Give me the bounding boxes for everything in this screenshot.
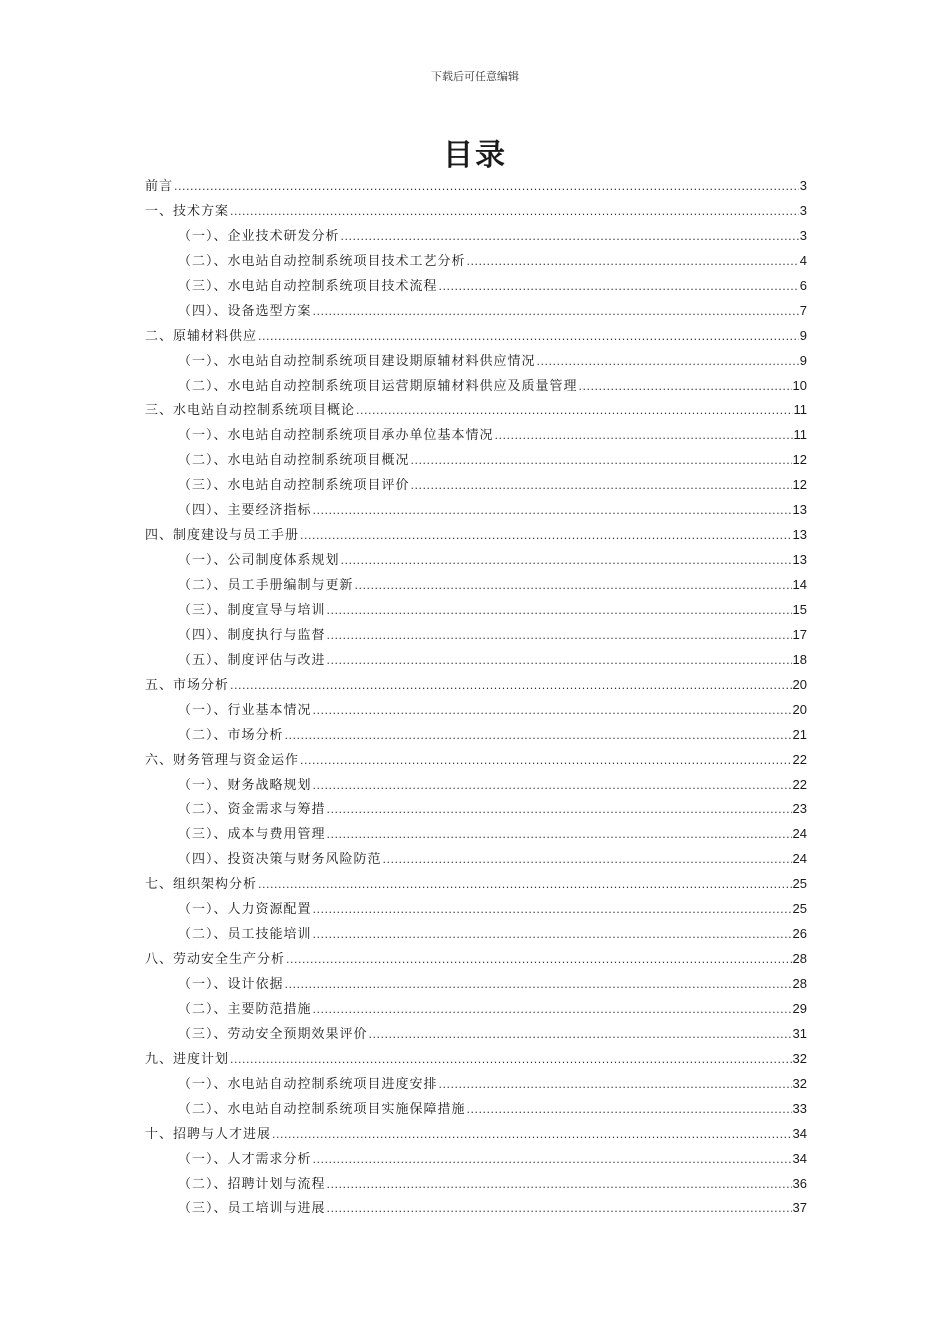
- toc-entry-page: 17: [792, 626, 807, 642]
- toc-entry-page: 28: [792, 976, 807, 991]
- toc-entry-page: 12: [792, 452, 807, 468]
- toc-entry-page: 25: [792, 876, 807, 892]
- toc-entry[interactable]: [145, 449, 807, 474]
- toc-entry[interactable]: [145, 1148, 807, 1173]
- toc-entry[interactable]: [145, 250, 807, 275]
- toc-entry-title: （一）、人力资源配置: [178, 902, 312, 918]
- dot-leader: [327, 802, 792, 817]
- toc-entry-page: 20: [792, 676, 807, 692]
- toc-entry-page: 28: [792, 951, 807, 967]
- toc-entry-page: 24: [792, 851, 807, 867]
- toc-entry[interactable]: [145, 898, 807, 923]
- dot-leader: [356, 403, 792, 418]
- toc-entry-page: 3: [799, 178, 807, 193]
- toc-entry-page: 25: [792, 901, 807, 917]
- toc-entry-title: （四）、主要经济指标: [178, 503, 312, 519]
- toc-entry[interactable]: [145, 674, 807, 699]
- toc-entry[interactable]: [145, 624, 807, 649]
- toc-entry[interactable]: [145, 1048, 807, 1073]
- dot-leader: [300, 753, 792, 768]
- toc-entry-page: 20: [792, 701, 807, 717]
- toc-entry[interactable]: [145, 699, 807, 724]
- header-note: 下载后可任意编辑: [431, 70, 519, 83]
- toc-entry-page: 6: [799, 277, 807, 293]
- toc-entry[interactable]: [145, 749, 807, 774]
- toc-entry[interactable]: [145, 474, 807, 499]
- toc-entry-page: 24: [792, 826, 807, 842]
- toc-entry-page: 4: [799, 252, 807, 268]
- dot-leader: [285, 728, 792, 743]
- toc-entry-title: （一）、水电站自动控制系统项目建设期原辅材料供应情况: [178, 353, 536, 369]
- toc-entry[interactable]: [145, 275, 807, 300]
- toc-entry-title: （四）、设备选型方案: [178, 303, 312, 319]
- toc-entry-page: 36: [792, 1175, 807, 1191]
- dot-leader: [411, 478, 792, 493]
- dot-leader: [537, 354, 799, 369]
- dot-leader: [341, 553, 792, 568]
- toc-entry-page: 18: [792, 651, 807, 667]
- toc-entry-title: （五）、制度评估与改进: [178, 652, 326, 668]
- toc-entry-title: （二）、员工手册编制与更新: [178, 578, 354, 593]
- toc-entry-page: 31: [792, 1025, 807, 1041]
- toc-entry[interactable]: [145, 499, 807, 524]
- toc-entry-title: （二）、水电站自动控制系统项目技术工艺分析: [178, 253, 466, 269]
- toc-entry-page: 21: [792, 726, 807, 742]
- toc-entry-page: 9: [799, 327, 807, 343]
- toc-entry-page: 37: [792, 1200, 807, 1216]
- dot-leader: [230, 204, 799, 219]
- toc-entry[interactable]: [145, 823, 807, 848]
- toc-entry-title: （一）、水电站自动控制系统项目承办单位基本情况: [178, 428, 494, 444]
- toc-entry[interactable]: [145, 1023, 807, 1048]
- toc-entry-title: （三）、制度宣导与培训: [178, 602, 326, 618]
- toc-entry-page: 32: [792, 1075, 807, 1091]
- toc-entry[interactable]: [145, 1197, 807, 1222]
- toc-entry[interactable]: [145, 1098, 807, 1123]
- toc-entry-title: （一）、人才需求分析: [178, 1151, 312, 1167]
- toc-entry-title: （一）、企业技术研发分析: [178, 228, 340, 244]
- dot-leader: [327, 1177, 792, 1192]
- toc-entry[interactable]: [145, 998, 807, 1023]
- toc-entry-title: （一）、设计依据: [178, 977, 284, 992]
- toc-entry-title: 二、原辅材料供应: [145, 328, 258, 344]
- toc-entry-page: 15: [792, 601, 807, 617]
- dot-leader: [327, 653, 792, 668]
- toc-entry-title: （四）、投资决策与财务风险防范: [178, 852, 382, 868]
- toc-entry-title: （二）、员工技能培训: [178, 927, 312, 943]
- toc-entry-title: （三）、劳动安全预期效果评价: [178, 1026, 368, 1042]
- toc-entry-page: 29: [792, 1000, 807, 1016]
- toc-entry-page: 13: [792, 552, 807, 568]
- toc-entry-title: 前言: [145, 179, 174, 194]
- toc-entry-page: 9: [799, 352, 807, 368]
- dot-leader: [313, 927, 792, 942]
- dot-leader: [258, 329, 799, 344]
- dot-leader: [286, 952, 792, 967]
- toc-entry-title: （一）、公司制度体系规划: [178, 553, 340, 569]
- toc-entry[interactable]: [145, 200, 807, 225]
- dot-leader: [327, 827, 792, 842]
- toc-entry[interactable]: [145, 873, 807, 898]
- toc-entry-page: 12: [792, 477, 807, 493]
- dot-leader: [313, 703, 792, 718]
- toc-entry-page: 14: [792, 577, 807, 592]
- toc-entry-page: 11: [793, 402, 807, 418]
- toc-entry-title: （二）、市场分析: [178, 727, 284, 743]
- dot-leader: [383, 852, 792, 867]
- toc-entry-page: 10: [792, 377, 807, 393]
- toc-entry-title: 七、组织架构分析: [145, 877, 258, 893]
- dot-leader: [411, 453, 792, 468]
- toc-entry-title: （二）、水电站自动控制系统项目实施保障措施: [178, 1101, 466, 1117]
- toc-entry[interactable]: [145, 649, 807, 674]
- dot-leader: [467, 254, 799, 269]
- toc-entry-title: 三、水电站自动控制系统项目概论: [145, 403, 356, 419]
- toc-entry-page: 3: [799, 202, 807, 218]
- toc-entry-page: 23: [792, 801, 807, 817]
- toc-entry-title: （三）、水电站自动控制系统项目技术流程: [178, 278, 438, 294]
- toc-entry[interactable]: [145, 948, 807, 973]
- toc-entry-title: 四、制度建设与员工手册: [145, 528, 300, 544]
- toc-entry-title: （二）、水电站自动控制系统项目概况: [178, 453, 410, 469]
- toc-entry-title: （二）、主要防范措施: [178, 1001, 312, 1017]
- toc-entry-page: 33: [792, 1100, 807, 1116]
- toc-entry-title: （一）、财务战略规划: [178, 777, 312, 793]
- dot-leader: [313, 304, 799, 319]
- dot-leader: [355, 578, 792, 593]
- toc-entry-page: 13: [792, 502, 807, 518]
- dot-leader: [313, 1002, 792, 1017]
- dot-leader: [174, 179, 799, 194]
- dot-leader: [230, 678, 792, 693]
- dot-leader: [341, 229, 799, 244]
- dot-leader: [313, 902, 792, 917]
- toc-entry-page: 11: [793, 427, 807, 443]
- toc-entry-title: （三）、成本与费用管理: [178, 827, 326, 843]
- toc-entry[interactable]: [145, 599, 807, 624]
- dot-leader: [369, 1027, 792, 1042]
- toc-entry[interactable]: [145, 1123, 807, 1148]
- table-of-contents: [145, 175, 807, 1222]
- toc-entry-title: （二）、招聘计划与流程: [178, 1176, 326, 1192]
- toc-entry-title: （三）、员工培训与进展: [178, 1201, 326, 1217]
- toc-entry[interactable]: [145, 524, 807, 549]
- toc-entry[interactable]: [145, 848, 807, 873]
- toc-entry-page: 13: [792, 527, 807, 543]
- dot-leader: [327, 603, 792, 618]
- toc-entry[interactable]: [145, 350, 807, 375]
- toc-entry-title: （一）、水电站自动控制系统项目进度安排: [178, 1076, 438, 1092]
- toc-entry[interactable]: [145, 375, 807, 400]
- page-title: 目录: [443, 138, 507, 173]
- dot-leader: [230, 1052, 792, 1067]
- toc-entry-page: 34: [792, 1125, 807, 1141]
- toc-entry-title: 九、进度计划: [145, 1051, 230, 1067]
- dot-leader: [285, 977, 792, 992]
- toc-entry[interactable]: [145, 175, 807, 200]
- toc-entry[interactable]: [145, 574, 807, 599]
- toc-entry[interactable]: [145, 325, 807, 350]
- dot-leader: [272, 1127, 792, 1142]
- toc-entry-page: 34: [792, 1150, 807, 1166]
- toc-entry[interactable]: [145, 973, 807, 998]
- toc-entry-title: 八、劳动安全生产分析: [145, 952, 286, 968]
- toc-entry[interactable]: [145, 774, 807, 799]
- toc-entry-page: 22: [792, 776, 807, 792]
- toc-entry[interactable]: [145, 225, 807, 250]
- toc-entry[interactable]: [145, 798, 807, 823]
- toc-entry-title: （四）、制度执行与监督: [178, 627, 326, 643]
- toc-entry[interactable]: [145, 399, 807, 424]
- toc-entry[interactable]: [145, 724, 807, 749]
- toc-entry[interactable]: [145, 923, 807, 948]
- toc-entry-page: 7: [799, 302, 807, 318]
- dot-leader: [467, 1102, 792, 1117]
- toc-entry-page: 26: [792, 926, 807, 942]
- toc-entry-title: （三）、水电站自动控制系统项目评价: [178, 478, 410, 494]
- dot-leader: [327, 628, 792, 643]
- toc-entry-page: 3: [799, 227, 807, 243]
- toc-entry-page: 32: [792, 1050, 807, 1066]
- dot-leader: [439, 1077, 792, 1092]
- toc-entry-title: （二）、资金需求与筹措: [178, 802, 326, 818]
- toc-entry[interactable]: [145, 424, 807, 449]
- dot-leader: [313, 503, 792, 518]
- toc-entry[interactable]: [145, 549, 807, 574]
- dot-leader: [313, 778, 792, 793]
- toc-entry-page: 22: [792, 751, 807, 767]
- toc-entry[interactable]: [145, 1173, 807, 1198]
- dot-leader: [327, 1201, 792, 1216]
- dot-leader: [579, 379, 792, 394]
- dot-leader: [300, 528, 792, 543]
- dot-leader: [258, 877, 792, 892]
- toc-entry-title: （一）、行业基本情况: [178, 702, 312, 718]
- toc-entry-title: 十、招聘与人才进展: [145, 1126, 272, 1142]
- dot-leader: [313, 1152, 792, 1167]
- toc-entry[interactable]: [145, 300, 807, 325]
- toc-entry-title: 五、市场分析: [145, 677, 230, 693]
- toc-entry[interactable]: [145, 1073, 807, 1098]
- dot-leader: [439, 279, 799, 294]
- toc-entry-title: 一、技术方案: [145, 203, 230, 219]
- toc-entry-title: （二）、水电站自动控制系统项目运营期原辅材料供应及质量管理: [178, 378, 578, 394]
- toc-entry-title: 六、财务管理与资金运作: [145, 752, 300, 768]
- dot-leader: [495, 428, 793, 443]
